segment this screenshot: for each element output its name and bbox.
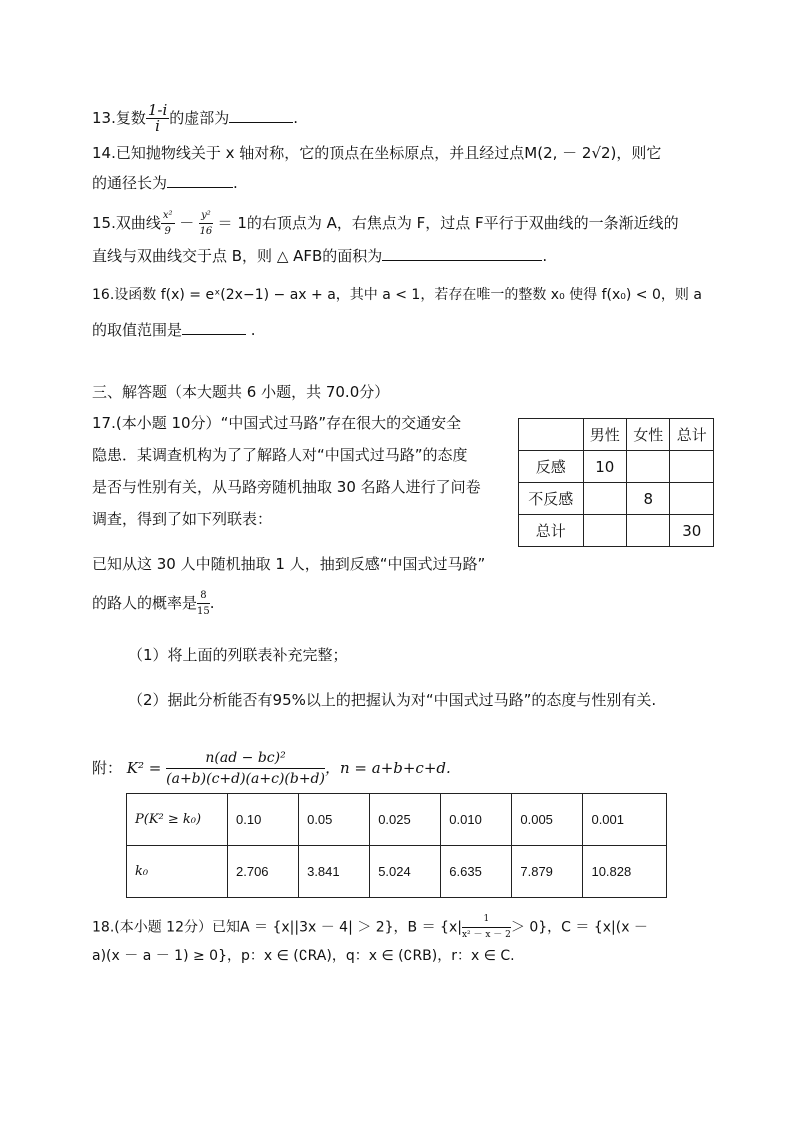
table-header-male: 男性 [583,419,626,451]
q13-frac-den: i [155,117,160,135]
q16-line1: 16.设函数 f(x) = eˣ(2x−1) − ax + a，其中 a < 1，若存在唯一的整数 x₀ 使得 f(x₀) < 0，则 a [92,287,702,303]
q18-line1-prefix: 18.(本小题 12分）已知A ＝ {x||3x － 4| ＞ 2}，B ＝ {x| [92,919,462,936]
q13-fraction [146,103,169,134]
q16-end: . [246,321,256,339]
table-cell: 2.706 [228,846,299,898]
table-cell [627,515,670,547]
q13-frac-num: 1-i [147,101,168,119]
table-cell: 0.005 [512,794,583,846]
q17-line2: 隐患．某调查机构为了了解路人对“中国式过马路”的态度 [92,446,468,464]
table-row [519,515,714,547]
q17-prob-num: 8 [197,588,210,604]
table-cell: 反感 [519,451,584,483]
table-cell [583,483,626,515]
q14-end: . [233,174,238,192]
q15-frac-x [161,208,175,239]
table-row [519,483,714,515]
q17-part2: （2）据此分析能否有95%以上的把握认为对“中国式过马路”的态度与性别有关. [128,691,657,709]
q13-suffix: 的虚部为 [169,109,230,127]
q13-end: . [293,109,299,127]
q17-line4: 调查，得到了如下列联表： [92,510,273,528]
table-cell: 6.635 [441,846,512,898]
table-cell: 0.001 [583,794,667,846]
table-header-total: 总计 [670,419,714,451]
table-cell: 0.025 [370,794,441,846]
table-cell [519,419,584,451]
q15-line2 [92,246,547,266]
q17-line3: 是否与性别有关，从马路旁随机抽取 30 名路人进行了问卷 [92,478,481,496]
formula-denominator: (a+b)(c+d)(a+c)(b+d) [166,771,325,787]
q14-answer-blank [167,173,233,188]
table-cell: 0.10 [228,794,299,846]
q18-frac-den: x² － x － 2 [461,930,511,940]
q14-line2-prefix: 的通径长为 [92,174,168,192]
table-row [127,794,667,846]
q16-line2 [92,320,256,340]
table-header-female: 女性 [627,419,670,451]
table-cell [670,483,714,515]
q15-end: . [542,247,548,265]
q15-frac-x-den: 9 [164,226,171,237]
table-cell [627,451,670,483]
q18-line1 [92,912,648,943]
table-cell: 10.828 [583,846,667,898]
table-cell: 不反感 [519,483,584,515]
table-cell: 3.841 [299,846,370,898]
q17-line5: 已知从这 30 人中随机抽取 1 人，抽到反感“中国式过马路” [92,555,486,573]
q15-minus: － [179,214,195,232]
q15-prefix: 15.双曲线 [92,214,161,232]
table-cell [670,451,714,483]
table-cell: 0.05 [299,794,370,846]
q18-fraction [462,912,511,943]
q15-answer-blank [382,246,542,261]
table-cell: 10 [583,451,626,483]
q16-answer-blank [182,320,246,335]
q15-line2-prefix: 直线与双曲线交于点 B，则 △ AFB的面积为 [92,247,383,265]
question-13 [92,103,298,134]
formula-numerator: n(ad − bc)² [166,748,325,769]
q17-line6 [92,588,215,619]
table-cell: k₀ [127,846,228,898]
table-cell: 总计 [519,515,584,547]
formula-lhs: K² = [126,759,162,777]
q18-frac-num: 1 [462,912,511,928]
q17-line1: 17.(本小题 10分）“中国式过马路”存在很大的交通安全 [92,414,462,432]
q17-part1: （1）将上面的列联表补充完整； [128,646,348,664]
table-cell: P(K² ≥ k₀) [127,794,228,846]
q18-line1-suffix: ＞ 0}，C ＝ {x|(x － [510,919,648,936]
table-row [519,451,714,483]
q15-frac-y-den: 16 [199,226,213,237]
q15-statement: ＝ 1的右顶点为 A，右焦点为 F，过点 F平行于双曲线的一条渐近线的 [217,214,679,232]
q13-answer-blank [229,108,293,123]
table-cell: 5.024 [370,846,441,898]
q15-line1 [92,208,679,239]
table-row [127,846,667,898]
table-row [519,419,714,451]
q18-line2: a)(x － a － 1) ≥ 0}，p：x ∈ (∁RA)，q：x ∈ (∁RB)，r：x ∈ C. [92,948,515,964]
q15-frac-y [199,208,213,239]
formula-tail: ，n = a+b+c+d. [324,759,451,777]
q14-line1: 14.已知抛物线关于 x 轴对称，它的顶点在坐标原点，并且经过点M(2, － 2√2)，则它 [92,144,662,162]
q17-prob-den: 15 [197,606,210,617]
q13-prefix: 13.复数 [92,109,146,127]
appendix-formula [92,748,451,789]
chi-square-fraction [166,748,325,789]
table-cell: 0.010 [441,794,512,846]
table-cell: 30 [670,515,714,547]
table-cell: 7.879 [512,846,583,898]
q17-line6-end: . [209,594,215,612]
q14-line2 [92,173,238,193]
q16-line2-prefix: 的取值范围是 [92,321,183,339]
critical-values-table [126,793,667,898]
q17-probability [197,588,210,619]
contingency-table [518,418,714,547]
q17-line6-prefix: 的路人的概率是 [92,594,198,612]
q15-frac-y-num: y² [199,208,213,224]
appendix-label: 附： [92,759,123,777]
table-cell: 8 [627,483,670,515]
table-cell [583,515,626,547]
section-3-title: 三、解答题（本大题共 6 小题，共 70.0分） [92,383,390,401]
q15-frac-x-num: x² [161,208,175,224]
